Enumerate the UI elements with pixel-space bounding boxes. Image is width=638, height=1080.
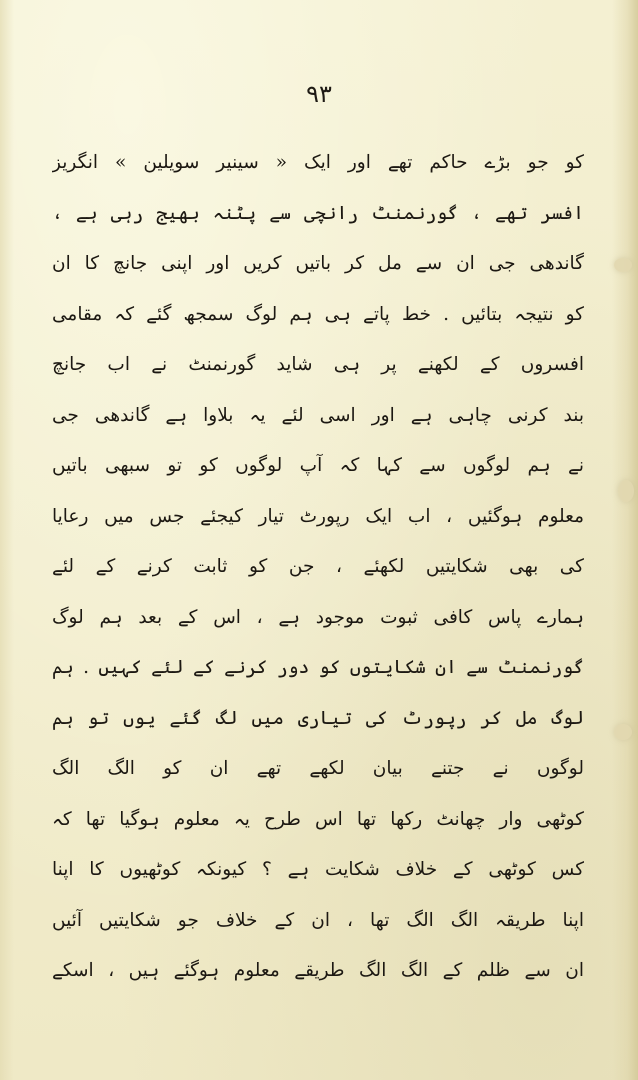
text-line: افسر تھے ، گورنمنٹ رانچی سے پٹنہ بھیج رہی ہے ،	[52, 202, 584, 224]
text-line: کوٹھی وار چھانٹ رکھا تھا اس طرح یہ معلوم ہوگیا تھا کہ	[52, 808, 584, 830]
text-line: گاندھی جی ان سے مل کر باتیں کریں اور اپنی جانچ کا ان	[52, 253, 584, 274]
text-line: بند کرنی چاہی ہے اور اسی لئے یہ بلاوا ہے گاندھی جی	[52, 404, 584, 426]
text-line: افسروں کے لکھنے پر ہی شاید گورنمنٹ نے اب جانچ	[52, 354, 584, 375]
page-right-edge	[612, 0, 638, 1080]
text-line: کی بھی شکایتیں لکھئے ، جن کو ثابت کرنے کے لئے	[52, 556, 584, 577]
text-line: کس کوٹھی کے خلاف شکایت ہے ؟ کیونکہ کوٹھیوں کا اپنا	[52, 859, 584, 880]
page-number: ۹۳	[306, 80, 332, 108]
paper-spot	[618, 480, 634, 502]
text-line: کو نتیجہ بتائیں . خط پاتے ہی ہم لوگ سمجھ گئے کہ مقامی	[52, 303, 584, 325]
page-left-edge	[0, 0, 14, 1080]
text-line: گورنمنٹ سے ان شکایتوں کو دور کرنے کے لئے کہیں . ہم	[52, 657, 584, 678]
text-line: ہمارے پاس کافی ثبوت موجود ہے ، اس کے بعد ہم لوگ	[52, 606, 584, 628]
text-line: معلوم ہوگئیں ، اب ایک رپورٹ تیار کیجئے جس میں رعایا	[52, 505, 584, 527]
page-text	[52, 138, 584, 997]
text-line: لوگوں نے جتنے بیان لکھے تھے ان کو الگ الگ	[52, 758, 584, 779]
text-line: نے ہم لوگوں سے کہا کہ آپ لوگوں کو تو سبھی باتیں	[52, 455, 584, 476]
text-line: کو جو بڑے حاکم تھے اور ایک « سینیر سویلین » انگریز	[52, 152, 584, 173]
paper-spot	[614, 258, 632, 272]
text-line: ان سے ظلم کے الگ الگ طریقے معلوم ہوگئے ہیں ، اسکے	[52, 960, 584, 981]
text-line: اپنا طریقہ الگ الگ تھا ، ان کے خلاف جو شکایتیں آئیں	[52, 909, 584, 931]
paper-spot	[614, 724, 632, 740]
text-line: لوگ مل کر رپورٹ کی تیاری میں لگ گئے یوں تو ہم	[52, 707, 584, 729]
